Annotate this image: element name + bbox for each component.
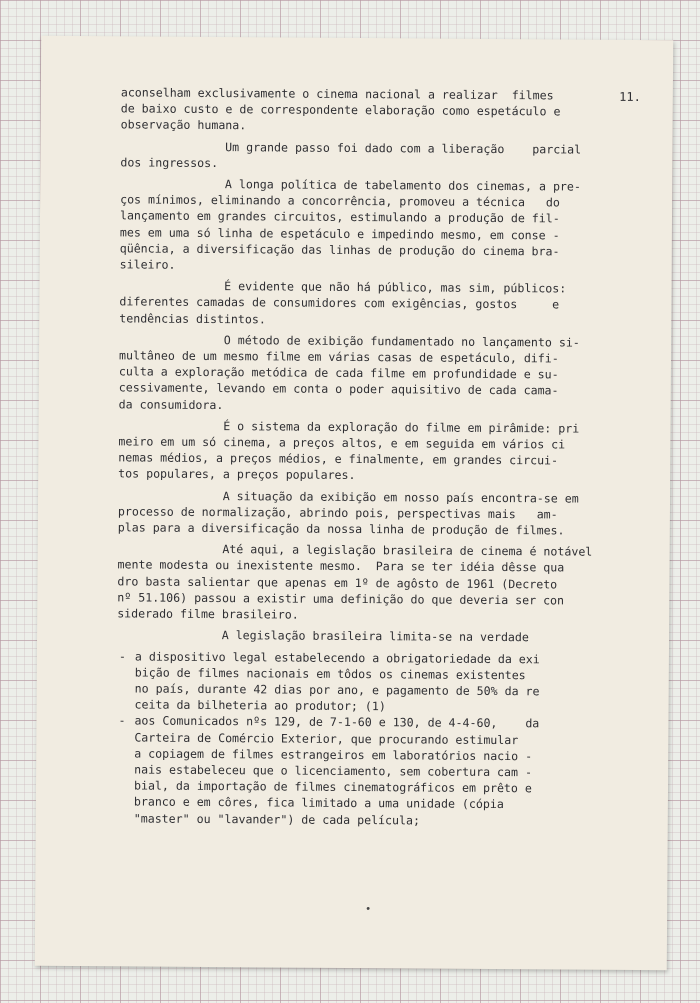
text-line: O método de exibição fundamentado no lançamento si- [119,332,580,350]
bullet-dash: - [118,648,126,663]
typewritten-page [35,36,673,970]
text-line: bição de filmes nacionais em tôdos os cinemas existentes [134,665,526,682]
paragraph [120,175,641,276]
text-line: culta a exploração metódica de cada filme em profundidade e su- [118,364,559,382]
text-line: qüência, a diversificação das linhas de produção do cinema bra- [119,241,560,259]
bullet-dash: - [118,713,126,728]
text-line: branco e em côres, fica limitado a uma unidade (cópia [133,794,504,812]
text-line: mente modesta ou inexistente mesmo. Para se ter idéia dêsse qua [117,557,565,575]
paragraph [119,331,640,416]
bullet-item [117,648,637,716]
text-line: tos populares, a preços populares. [118,466,356,483]
paragraph [119,278,639,330]
text-line: a dispositivo legal estabelecendo a obrigatoriedade da exi [134,648,540,666]
text-line: aconselham exclusivamente o cinema nacional a realizar filmes [120,85,554,103]
text-line: "master" ou "lavander") de cada película; [133,811,421,827]
text-line: mes em uma só linha de espetáculo e impedindo mesmo, em conse - [119,224,560,243]
text-line: siderado filme brasileiro. [117,606,299,622]
text-line: meiro em um só cinema, a preços altos, e em seguida em vários ci [118,434,566,452]
document-body [116,84,641,829]
text-line: plas para a diversificação da nossa linha de produção de filmes. [117,520,565,538]
page-end-mark: • [365,904,372,916]
text-line: a copiagem de filmes estrangeiros em laboratórios nacio - [134,746,533,763]
text-line: A legislação brasileira limita-se na verdade [117,627,529,645]
text-line: no país, durante 42 dias por ano, e pagamento de 50% da re [134,681,540,699]
paragraph [121,84,641,136]
text-line: sileiro. [119,257,176,272]
text-line: lançamento em grandes circuitos, estimulando a produção de fil- [119,208,560,226]
paragraph [118,487,638,539]
text-line: nemas médios, a preços médios, e finalmente, em grandes circui- [118,450,559,468]
text-line: processo de normalização, abrindo pois, perspectivas mais am- [117,504,558,522]
text-line: cessivamente, levando em conta o poder aquisitivo de cada cama- [118,380,559,398]
text-line: dos ingressos. [120,155,219,170]
bullet-item [116,713,637,830]
text-line: Um grande passo foi dado com a liberação parcial [120,138,582,157]
text-line: Carteira de Comércio Exterior, que procurando estimular [134,729,519,747]
paragraph [120,138,640,174]
text-line: aos Comunicados nºs 129, de 7-1-60 e 130, de 4-4-60, da [134,713,540,731]
text-line: A longa política de tabelamento dos cinemas, a pre- [120,176,581,194]
text-line: bial, da importação de filmes cinematográficos em prêto e [133,778,532,796]
paragraph [117,541,638,626]
text-line: multâneo de um mesmo filme em várias casas de espetáculo, difi- [118,348,559,366]
text-line: de baixo custo e de correspondente elaboração como espetáculo e [120,101,561,119]
text-line: É evidente que não há público, mas sim, públicos: [119,278,567,296]
text-line: tendências distintos. [119,310,266,327]
text-line: diferentes camadas de consumidores com exigências, gostos e [119,294,560,312]
text-line: dro basta salientar que apenas em 1º de agôsto de 1961 (Decreto [117,574,558,592]
paragraph [118,417,638,485]
text-line: nais estabeleceu que o licenciamento, sem cobertura cam - [134,762,533,780]
text-line: É o sistema da exploração do filme em pirâmide: pri [118,418,580,436]
text-line: ceita da bilheteria ao produtor; (1) [134,697,386,714]
text-line: Até aqui, a legislação brasileira de cinema é notável [117,541,593,559]
text-line: da consumidora. [118,397,224,412]
text-line: ços mínimos, eliminando a concorrência, promoveu a técnica do [120,192,560,210]
text-line: observação humana. [120,117,247,133]
page-number: 11. [619,89,641,104]
text-line: nº 51.106) passou a existir uma definição do que deveria ser con [117,590,565,608]
text-line: A situação da exibição em nosso país encontra-se em [118,488,579,506]
